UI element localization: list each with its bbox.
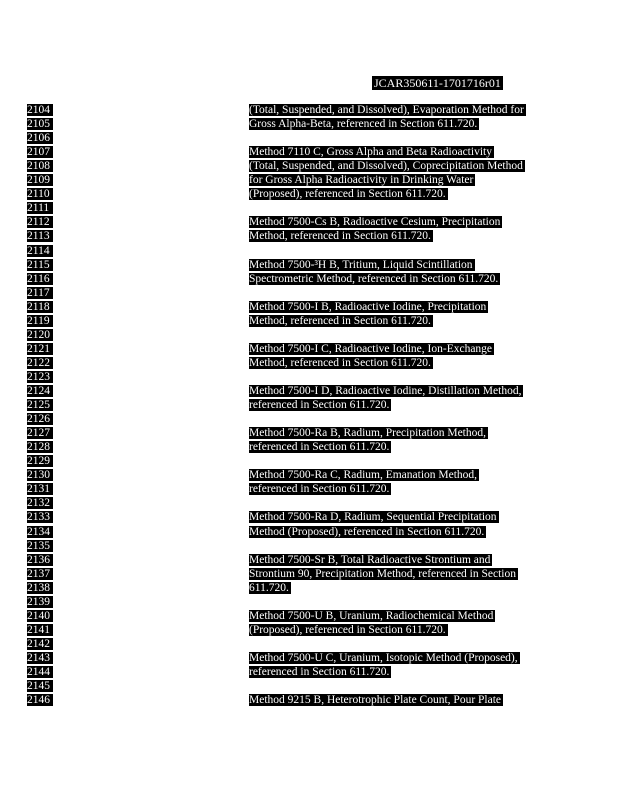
line-number: 2139 bbox=[27, 596, 53, 608]
line-number: 2126 bbox=[27, 413, 53, 425]
line-text: (Proposed), referenced in Section 611.720. bbox=[249, 188, 446, 200]
line-text: Method 7500-I C, Radioactive Iodine, Ion-Exchange bbox=[249, 343, 493, 355]
line-text: Method 7500-U C, Uranium, Isotopic Method (Proposed), bbox=[249, 652, 518, 664]
line-number: 2107 bbox=[27, 146, 53, 158]
line-text: Method 9215 B, Heterotrophic Plate Count, Pour Plate bbox=[249, 694, 502, 706]
line-text: Method 7500-Ra C, Radium, Emanation Method, bbox=[249, 469, 478, 481]
line-text: Method 7500-U B, Uranium, Radiochemical Method bbox=[249, 610, 494, 622]
line-text: Method 7500-Cs B, Radioactive Cesium, Precipitation bbox=[249, 216, 501, 228]
line-number: 2108 bbox=[27, 160, 53, 172]
line-text: (Total, Suspended, and Dissolved), Evaporation Method for bbox=[249, 104, 524, 116]
line-number: 2145 bbox=[27, 680, 53, 692]
document-id: JCAR350611-1701716r01 bbox=[374, 76, 501, 90]
line-number: 2104 bbox=[27, 104, 53, 116]
line-number: 2144 bbox=[27, 666, 53, 678]
line-text: Method 7500-I D, Radioactive Iodine, Distillation Method, bbox=[249, 385, 522, 397]
line-number: 2146 bbox=[27, 694, 53, 706]
line-text: Method 7500-Ra B, Radium, Precipitation Method, bbox=[249, 427, 487, 439]
line-number: 2136 bbox=[27, 554, 53, 566]
line-number: 2105 bbox=[27, 118, 53, 130]
line-text: referenced in Section 611.720. bbox=[249, 399, 390, 411]
line-number: 2127 bbox=[27, 427, 53, 439]
line-number: 2133 bbox=[27, 511, 53, 523]
line-text: for Gross Alpha Radioactivity in Drinking Water bbox=[249, 174, 474, 186]
line-number: 2124 bbox=[27, 385, 53, 397]
line-number: 2131 bbox=[27, 483, 53, 495]
line-text: 611.720. bbox=[249, 582, 289, 594]
line-number: 2109 bbox=[27, 174, 53, 186]
line-number: 2135 bbox=[27, 540, 53, 552]
line-number: 2122 bbox=[27, 357, 53, 369]
line-text: Method, referenced in Section 611.720. bbox=[249, 230, 431, 242]
line-number: 2110 bbox=[27, 188, 53, 200]
line-number: 2123 bbox=[27, 371, 53, 383]
line-number: 2129 bbox=[27, 455, 53, 467]
line-number: 2141 bbox=[27, 624, 53, 636]
line-number: 2119 bbox=[27, 315, 53, 327]
line-number: 2132 bbox=[27, 497, 53, 509]
line-number: 2120 bbox=[27, 329, 53, 341]
line-text: Method 7500-I B, Radioactive Iodine, Precipitation bbox=[249, 301, 487, 313]
line-number: 2118 bbox=[27, 301, 53, 313]
line-text: (Total, Suspended, and Dissolved), Coprecipitation Method bbox=[249, 160, 523, 172]
line-number: 2130 bbox=[27, 469, 53, 481]
line-number: 2134 bbox=[27, 526, 53, 538]
line-number: 2128 bbox=[27, 441, 53, 453]
line-text: Spectrometric Method, referenced in Section 611.720. bbox=[249, 273, 499, 285]
line-number: 2115 bbox=[27, 259, 53, 271]
line-text: referenced in Section 611.720. bbox=[249, 666, 390, 678]
line-text: (Proposed), referenced in Section 611.720. bbox=[249, 624, 446, 636]
line-number: 2125 bbox=[27, 399, 53, 411]
line-number: 2121 bbox=[27, 343, 53, 355]
line-number: 2113 bbox=[27, 230, 53, 242]
line-text: Method (Proposed), referenced in Section 611.720. bbox=[249, 526, 485, 538]
line-number: 2138 bbox=[27, 582, 53, 594]
line-text: referenced in Section 611.720. bbox=[249, 441, 390, 453]
line-text: Method 7500-Ra D, Radium, Sequential Precipitation bbox=[249, 511, 497, 523]
line-number: 2112 bbox=[27, 216, 53, 228]
line-number: 2117 bbox=[27, 287, 53, 299]
line-text: Method 7500-Sr B, Total Radioactive Strontium and bbox=[249, 554, 491, 566]
line-number: 2143 bbox=[27, 652, 53, 664]
line-text: Gross Alpha-Beta, referenced in Section 611.720. bbox=[249, 118, 478, 130]
line-number: 2106 bbox=[27, 132, 53, 144]
line-text: Strontium 90, Precipitation Method, referenced in Section bbox=[249, 568, 516, 580]
line-text: Method 7500-³H B, Tritium, Liquid Scintillation bbox=[249, 259, 473, 271]
line-text: Method, referenced in Section 611.720. bbox=[249, 315, 431, 327]
line-number: 2114 bbox=[27, 245, 53, 257]
line-number: 2116 bbox=[27, 273, 53, 285]
line-text: referenced in Section 611.720. bbox=[249, 483, 390, 495]
line-number: 2140 bbox=[27, 610, 53, 622]
line-text: Method 7110 C, Gross Alpha and Beta Radioactivity bbox=[249, 146, 492, 158]
line-number: 2142 bbox=[27, 638, 53, 650]
line-text: Method, referenced in Section 611.720. bbox=[249, 357, 431, 369]
line-number: 2111 bbox=[27, 202, 53, 214]
line-number: 2137 bbox=[27, 568, 53, 580]
